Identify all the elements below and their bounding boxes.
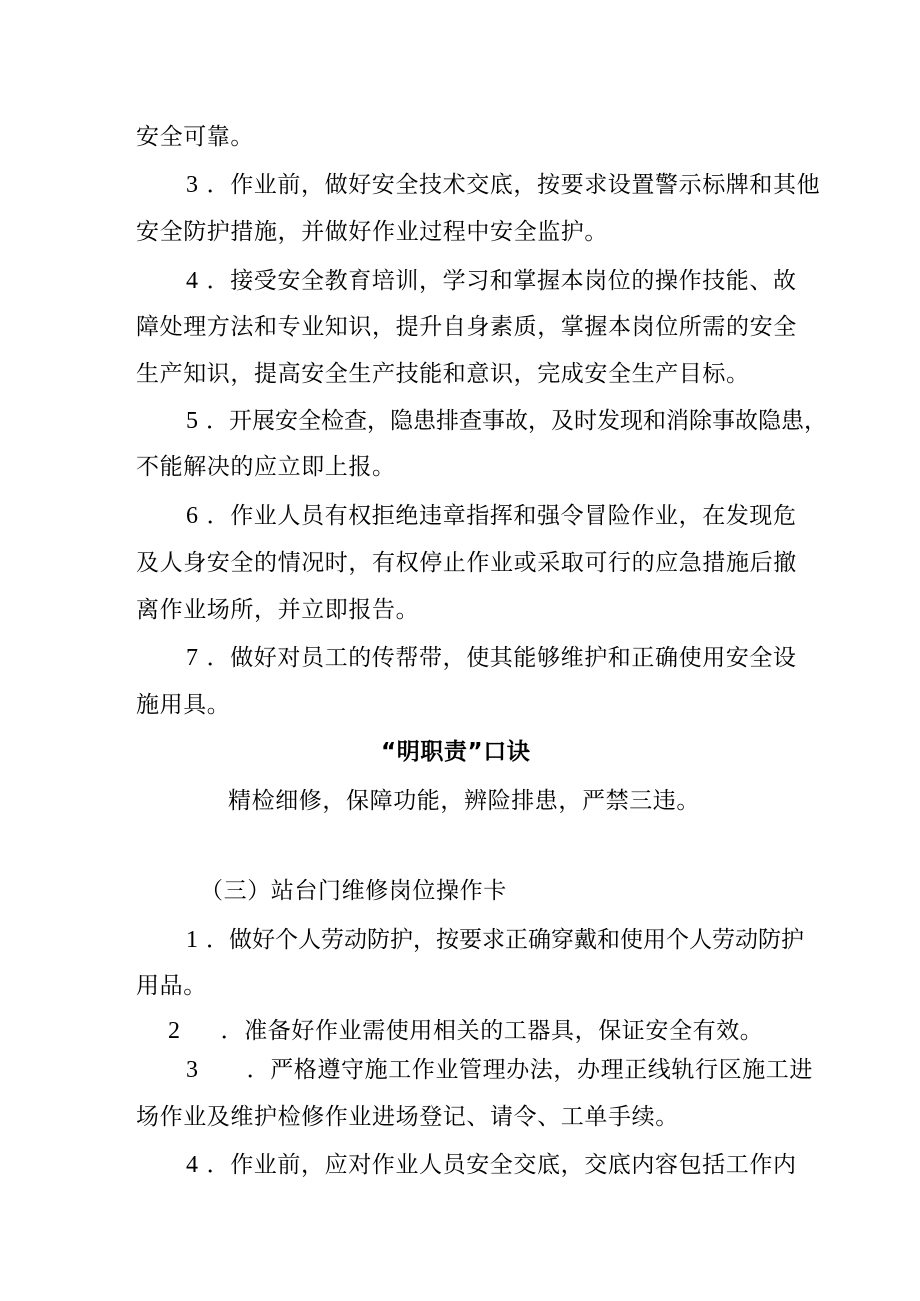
list-item-6: 6 ．作业人员有权拒绝违章指挥和强令冒险作业，在发现危: [186, 503, 797, 529]
item-number: 1: [186, 927, 198, 953]
mnemonic-text: 精检细修，保障功能，辨险排患，严禁三违。: [228, 788, 700, 814]
list-item-1: 1 ．做好个人劳动防护，按要求正确穿戴和使用个人劳动防护: [186, 927, 804, 953]
paragraph-line: 安全可靠。: [136, 124, 254, 150]
list-item-3: 3 ．作业前，做好安全技术交底，按要求设置警示标牌和其他: [186, 172, 821, 198]
paragraph-line: 及人身安全的情况时，有权停止作业或采取可行的应急措施后撤: [136, 550, 797, 576]
section-title: （三）站台门维修岗位操作卡: [200, 878, 507, 904]
item-number: 3: [186, 172, 199, 198]
list-item-5: 5 ．开展安全检查，隐患排查事故，及时发现和消除事故隐患，: [186, 408, 827, 434]
paragraph-line: 不能解决的应立即上报。: [136, 454, 396, 480]
list-item-3b: 3 ．严格遵守施工作业管理办法，办理正线轨行区施工进: [186, 1057, 814, 1083]
paragraph-line: 用品。: [136, 973, 207, 999]
item-number: 6: [186, 503, 199, 529]
list-item-4: 4 ．接受安全教育培训，学习和掌握本岗位的操作技能、故: [186, 268, 797, 294]
list-item-4b: 4 ．作业前，应对作业人员安全交底，交底内容包括工作内: [186, 1152, 797, 1178]
item-number: 7: [186, 645, 199, 671]
item-number: 2: [168, 1018, 181, 1044]
item-number: 3: [186, 1057, 199, 1083]
paragraph-line: 安全防护措施，并做好作业过程中安全监护。: [136, 219, 608, 245]
paragraph-line: 施用具。: [136, 692, 231, 718]
list-item-2: 2 ．准备好作业需使用相关的工器具，保证安全有效。: [168, 1018, 764, 1044]
paragraph-line: 障处理方法和专业知识，提升自身素质，掌握本岗位所需的安全: [136, 314, 797, 340]
item-number: 4: [186, 268, 199, 294]
item-number: 4: [186, 1152, 199, 1178]
mnemonic-title: “明职责”口诀: [381, 739, 531, 765]
paragraph-line: 离作业场所，并立即报告。: [136, 597, 420, 623]
item-number: 5: [186, 408, 198, 434]
paragraph-line: 场作业及维护检修作业进场登记、请令、工单手续。: [136, 1104, 679, 1130]
paragraph-line: 生产知识，提高安全生产技能和意识，完成安全生产目标。: [136, 361, 750, 387]
list-item-7: 7 ．做好对员工的传帮带，使其能够维护和正确使用安全设: [186, 645, 797, 671]
